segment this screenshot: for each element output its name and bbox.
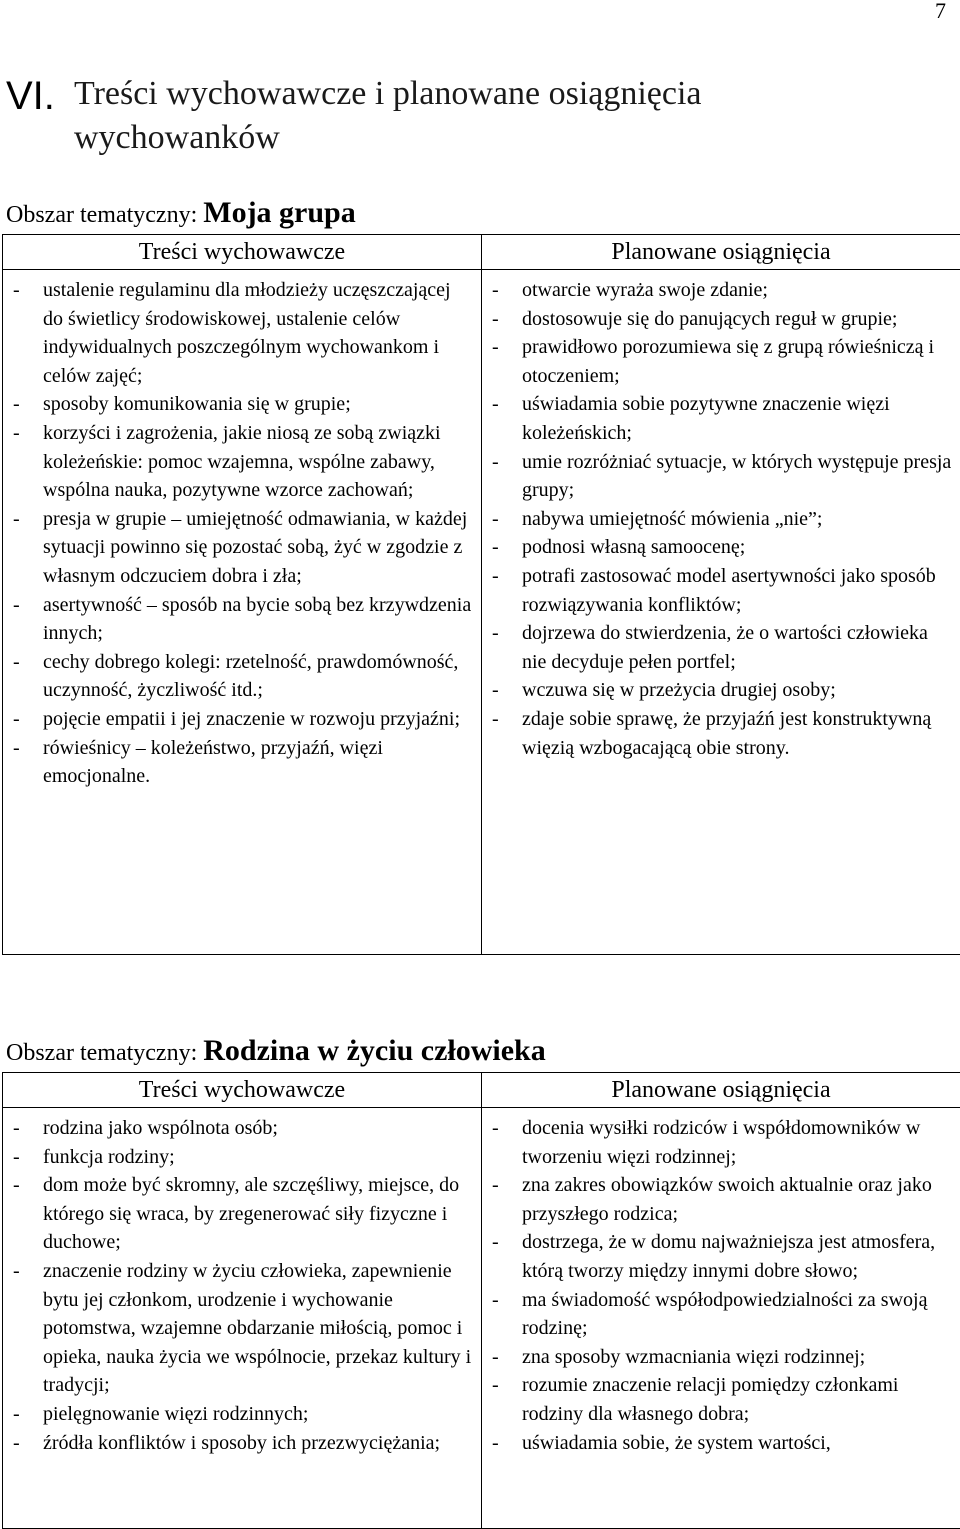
list-item: - asertywność – sposób na bycie sobą bez krzywdzenia innych; <box>9 591 475 648</box>
list-item: - pielęgnowanie więzi rodzinnych; <box>9 1400 475 1429</box>
list-item: - rozumie znaczenie relacji pomiędzy członkami rodziny dla własnego dobra; <box>488 1371 954 1428</box>
list-item: - presja w grupie – umiejętność odmawiania, w każdej sytuacji powinno się pozostać sobą, żyć w zgodzie z własnym odczuciem dobra i zła; <box>9 505 475 591</box>
list-item: - otwarcie wyraża swoje zdanie; <box>488 276 954 305</box>
section-heading <box>6 72 946 160</box>
list-item: - pojęcie empatii i jej znaczenie w rozwoju przyjaźni; <box>9 705 475 734</box>
list-item: - potrafi zastosować model asertywności jako sposób rozwiązywania konfliktów; <box>488 562 954 619</box>
outcomes-cell <box>482 270 960 955</box>
list-item: - dostrzega, że w domu najważniejsza jest atmosfera, którą tworzy między innymi dobre słowo; <box>488 1228 954 1285</box>
thematic-area-family <box>0 1036 960 1529</box>
list-item: - dojrzewa do stwierdzenia, że o wartości człowieka nie decyduje pełen portfel; <box>488 619 954 676</box>
list-item: - zdaje sobie sprawę, że przyjaźń jest konstruktywną więzią wzbogacającą obie strony. <box>488 705 954 762</box>
list-item: - sposoby komunikowania się w grupie; <box>9 390 475 419</box>
column-header-content: Treści wychowawcze <box>3 235 482 270</box>
content-cell <box>3 270 482 955</box>
content-table <box>2 1072 960 1529</box>
area-heading <box>0 1036 960 1072</box>
column-header-content: Treści wychowawcze <box>3 1073 482 1108</box>
column-header-outcomes: Planowane osiągnięcia <box>482 1073 960 1108</box>
list-item: - zna sposoby wzmacniania więzi rodzinnej; <box>488 1343 954 1372</box>
list-item: - uświadamia sobie pozytywne znaczenie więzi koleżeńskich; <box>488 390 954 447</box>
area-label: Obszar tematyczny: <box>6 1040 197 1066</box>
content-cell <box>3 1108 482 1529</box>
area-label: Obszar tematyczny: <box>6 202 197 228</box>
list-item: - cechy dobrego kolegi: rzetelność, prawdomówność, uczynność, życzliwość itd.; <box>9 648 475 705</box>
list-item: - prawidłowo porozumiewa się z grupą rówieśniczą i otoczeniem; <box>488 333 954 390</box>
list-item: - dostosowuje się do panujących reguł w grupie; <box>488 305 954 334</box>
outcomes-list <box>482 1108 960 1465</box>
thematic-area-my-group <box>0 198 960 955</box>
list-item: - uświadamia sobie, że system wartości, <box>488 1429 954 1458</box>
list-item: - ma świadomość współodpowiedzialności za swoją rodzinę; <box>488 1286 954 1343</box>
list-item: - nabywa umiejętność mówienia „nie”; <box>488 505 954 534</box>
area-heading <box>0 198 960 234</box>
list-item: - zna zakres obowiązków swoich aktualnie oraz jako przyszłego rodzica; <box>488 1171 954 1228</box>
list-item: - wczuwa się w przeżycia drugiej osoby; <box>488 676 954 705</box>
list-item: - funkcja rodziny; <box>9 1143 475 1172</box>
section-title: Treści wychowawcze i planowane osiągnięcia wychowanków <box>74 72 914 160</box>
content-list <box>3 270 481 799</box>
list-item: - znaczenie rodziny w życiu człowieka, zapewnienie bytu jej członkom, urodzenie i wychowanie potomstwa, wzajemne obdarzanie miłością, pomoc i opieka, nauka życia we wspólnocie, przekaz kultury i tradycji; <box>9 1257 475 1400</box>
content-list <box>3 1108 481 1465</box>
list-item: - ustalenie regulaminu dla młodzieży uczęszczającej do świetlicy środowiskowej, ustalenie celów indywidualnych poszczególnym wychowankom i celów zajęć; <box>9 276 475 390</box>
list-item: - dom może być skromny, ale szczęśliwy, miejsce, do którego się wraca, by zregenerować siły fizyczne i duchowe; <box>9 1171 475 1257</box>
list-item: - rówieśnicy – koleżeństwo, przyjaźń, więzi emocjonalne. <box>9 734 475 791</box>
section-number: VI. <box>6 72 74 120</box>
list-item: - docenia wysiłki rodziców i współdomowników w tworzeniu więzi rodzinnej; <box>488 1114 954 1171</box>
column-header-outcomes: Planowane osiągnięcia <box>482 235 960 270</box>
list-item: - podnosi własną samoocenę; <box>488 533 954 562</box>
outcomes-list <box>482 270 960 770</box>
page-number: 7 <box>935 0 946 22</box>
content-table <box>2 234 960 955</box>
area-name: Moja grupa <box>203 196 356 229</box>
list-item: - źródła konfliktów i sposoby ich przezwyciężania; <box>9 1429 475 1458</box>
outcomes-cell <box>482 1108 960 1529</box>
list-item: - korzyści i zagrożenia, jakie niosą ze sobą związki koleżeńskie: pomoc wzajemna, wspólne zabawy, wspólna nauka, pozytywne wzorce zachowań; <box>9 419 475 505</box>
list-item: - umie rozróżniać sytuacje, w których występuje presja grupy; <box>488 448 954 505</box>
area-name: Rodzina w życiu człowieka <box>203 1034 545 1067</box>
list-item: - rodzina jako wspólnota osób; <box>9 1114 475 1143</box>
